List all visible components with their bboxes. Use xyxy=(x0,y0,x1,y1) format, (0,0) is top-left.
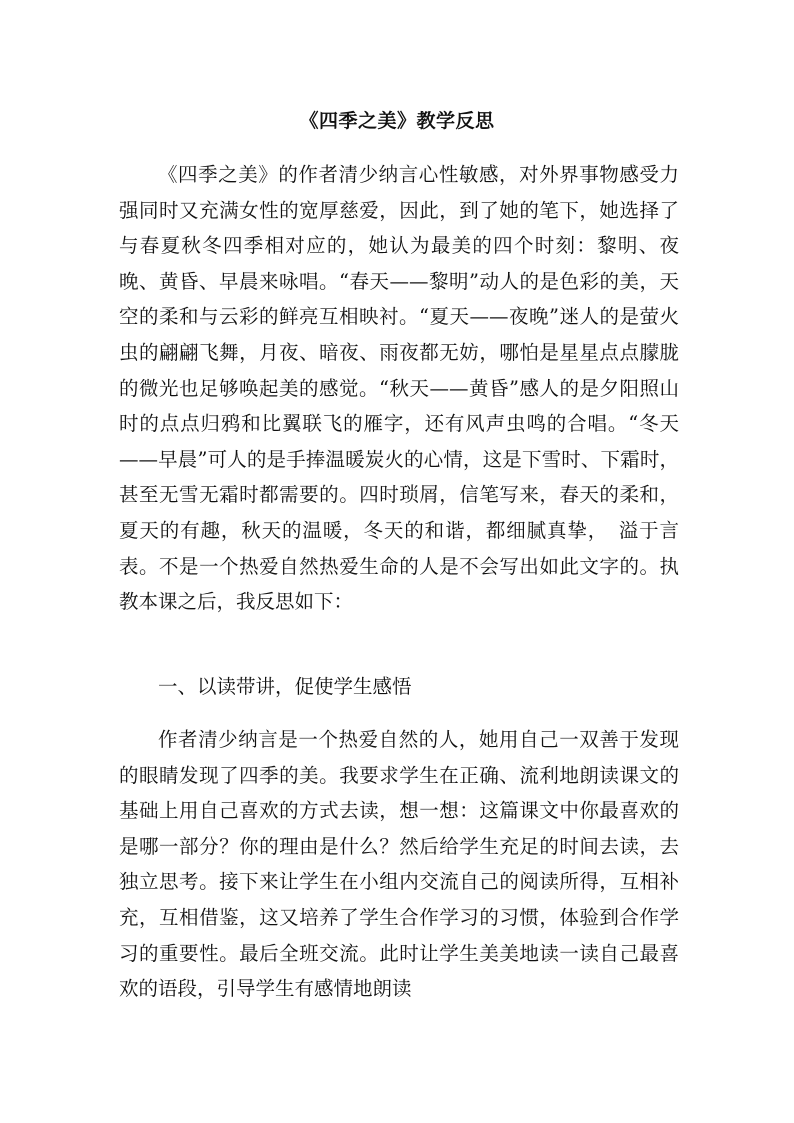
document-title: 《四季之美》教学反思 xyxy=(299,110,495,132)
paragraph-section-1: 作者清少纳言是一个热爱自然的人，她用自己一双善于发现的眼睛发现了四季的美。我要求学生在正确、流利地朗读课文的基础上用自己喜欢的方式去读，想一想：这篇课文中你最喜欢的是哪一部分？你的理由是什么？然后给学生充足的时间去读，去独立思考。接下来让学生在小组内交流自己的阅读所得，互相补充，互相借鉴，这又培养了学生合作学习的习惯，体验到合作学习的重要性。最后全班交流。此时让学生美美地读一读自己最喜欢的语段，引导学生有感情地朗读 xyxy=(119,728,679,1001)
paragraph-intro: 《四季之美》的作者清少纳言心性敏感，对外界事物感受力强同时又充满女性的宽厚慈爱，因此，到了她的笔下，她选择了与春夏秋冬四季相对应的，她认为最美的四个时刻：黎明、夜晚、黄昏、早晨来咏唱。“春天——黎明”动人的是色彩的美，天空的柔和与云彩的鲜亮互相映衬。“夏天——夜晚”迷人的是萤火虫的翩翩飞舞，月夜、暗夜、雨夜都无妨，哪怕是星星点点朦胧的微光也足够唤起美的感觉。“秋天——黄昏”感人的是夕阳照山时的点点归鸦和比翼联飞的雁字，还有风声虫鸣的合唱。“冬天——早晨”可人的是手捧温暖炭火的心情，这是下雪时、下霜时，甚至无雪无霜时都需要的。四时琐屑，信笔写来，春天的柔和，夏天的有趣，秋天的温暖，冬天的和谐，都细腻真挚， 溢于言表。不是一个热爱自然热爱生命的人是不会写出如此文字的。执教本课之后，我反思如下： xyxy=(119,163,679,614)
section-heading-1: 一、以读带讲，促使学生感悟 xyxy=(158,675,412,698)
